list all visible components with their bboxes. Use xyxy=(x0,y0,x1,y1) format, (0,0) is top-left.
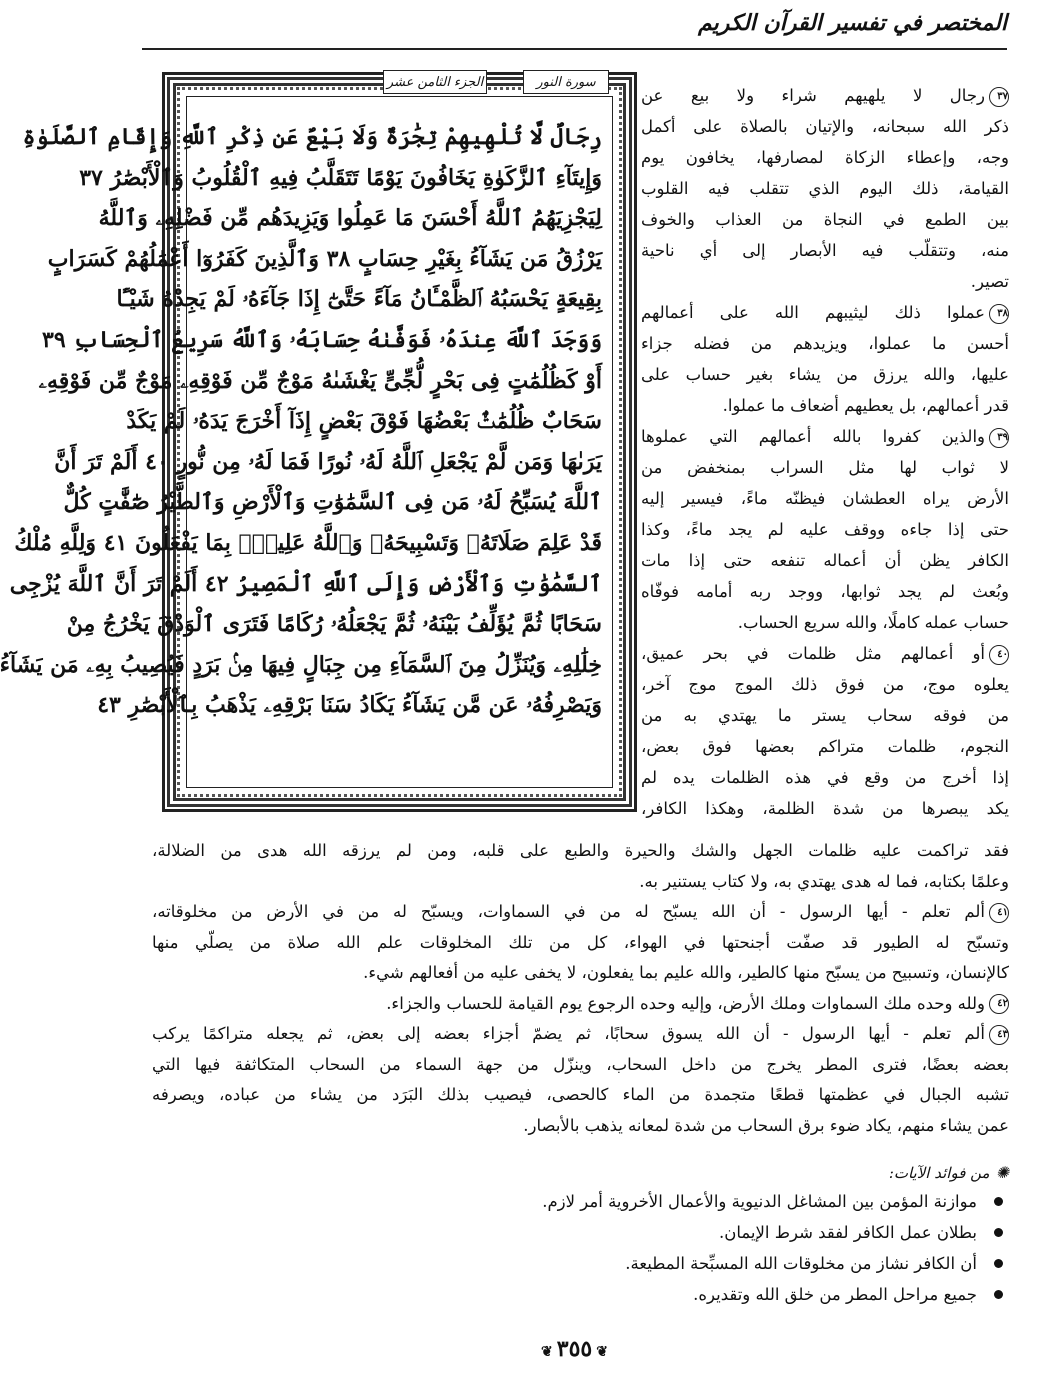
tafsir-text: حتى إذا جاءه ووقف عليه لم يجد ماءً، وكذا xyxy=(641,520,1009,539)
tafsir-text: رجال لا يلهيهم شراء ولا بيع عن xyxy=(641,86,985,105)
tafsir-text: بين الطمع في النجاة من العذاب والخوف xyxy=(641,210,1009,229)
tafsir-text: يكد يبصرها من شدة الظلمة، وهكذا الكافر، xyxy=(641,799,1009,818)
tafsir-text: تشبه الجبال في عظمتها قطعًا متجمدة من الماء كالحصى، فيصيب بذلك البَرَد من يشاء من عباده، ويصرفه xyxy=(152,1085,1009,1104)
benefits-list xyxy=(152,1186,1009,1310)
tafsir-side-column xyxy=(641,80,1009,824)
benefits-section xyxy=(152,1160,1009,1310)
tafsir-line xyxy=(152,1050,1009,1081)
tafsir-line xyxy=(641,390,1009,421)
tafsir-text: بعضه بعضًا، فترى المطر يخرج من داخل السحاب، وينزّل من جهة السماء من السحاب المتكاثفة فيها التي xyxy=(152,1054,1009,1074)
tafsir-text: الكافر يظن أن أعماله تنفعه حتى إذا مات xyxy=(641,551,1009,570)
tafsir-text: من فوقه سحاب يستر ما يهتدي به من xyxy=(641,706,1009,725)
tafsir-line xyxy=(641,793,1009,824)
tafsir-text: ألم تعلم - أيها الرسول - أن الله يسوق سحابًا، ثم يضمّ أجزاء بعضه إلى بعض، ثم يجعله متراكمًا يركب xyxy=(152,1024,985,1043)
ornament-icon: ❦ xyxy=(541,1344,553,1360)
tafsir-line xyxy=(641,235,1009,266)
tafsir-text: ألم تعلم - أيها الرسول - أن الله يسبّح له من في السماوات، ويسبّح له من في الأرض من مخلوقاته، xyxy=(152,902,985,921)
quran-line: وَإِيتَآءِ ٱلزَّكَوٰةِ يَخَافُونَ يَوْمًا تَتَقَلَّبُ فِيهِ ٱلْقُلُوبُ وَٱلْأَبْصَٰرُ ٣٧ xyxy=(79,164,602,191)
quran-line: أَوْ كَظُلُمَٰتٍ فِى بَحْرٍ لُّجِّىٍّ يَغْشَىٰهُ مَوْجٌ مِّن فَوْقِهِۦ مَوْجٌ مِّن فَوْقِهِۦ xyxy=(38,367,602,394)
tafsir-full-column xyxy=(152,836,1009,1141)
verse-number: ٤٠ xyxy=(989,645,1009,665)
quran-line: خِلَٰلِهِۦ وَيُنَزِّلُ مِنَ ٱلسَّمَآءِ مِن جِبَالٍ فِيهَا مِنۢ بَرَدٍ فَيُصِيبُ بِهِۦ مَن يَشَآءُ xyxy=(0,651,602,678)
tafsir-text: لا ثواب لها مثل السراب بمنخفض من xyxy=(641,458,1009,477)
header-rule xyxy=(142,48,1007,50)
tafsir-text: فقد تراكمت عليه ظلمات الجهل والشك والحيرة والطبع على قلبه، ومن لم يرزقه الله هدى من الضلالة، xyxy=(152,841,1009,860)
quran-line: يَرَىٰهَا وَمَن لَّمْ يَجْعَلِ ٱللَّهُ لَهُۥ نُورًا فَمَا لَهُۥ مِن نُّورٍ ٤٠ أَلَمْ تَرَ أَنَّ xyxy=(54,448,602,475)
surah-label: سورة النور xyxy=(523,70,609,94)
quran-line: ٱلسَّمَٰوَٰتِ وَٱلْأَرْضِ وَإِلَى ٱللَّهِ ٱلْمَصِيرُ ٤٢ أَلَمْ تَرَ أَنَّ ٱللَّهَ يُزْجِى xyxy=(9,570,602,597)
tafsir-line xyxy=(152,928,1009,959)
page-number: ٣٥٥ xyxy=(556,1336,593,1362)
tafsir-line xyxy=(641,204,1009,235)
tafsir-line xyxy=(641,266,1009,297)
tafsir-line xyxy=(641,669,1009,700)
tafsir-line xyxy=(152,958,1009,989)
page-header xyxy=(142,4,1007,56)
quran-line: ٱللَّهَ يُسَبِّحُ لَهُۥ مَن فِى ٱلسَّمَٰوَٰتِ وَٱلْأَرْضِ وَٱلطَّيْرُ صَٰٓفَّٰتٍ كُلٌّ xyxy=(63,489,602,516)
benefits-heading-text: من فوائد الآيات: xyxy=(888,1164,990,1182)
tafsir-line xyxy=(152,867,1009,898)
tafsir-line xyxy=(641,514,1009,545)
tafsir-text: عملوا ذلك ليثيبهم الله على أعمالهم xyxy=(641,303,985,322)
tafsir-line xyxy=(641,731,1009,762)
tafsir-text: وبُعث لم يجد ثوابها، ووجد ربه أمامه فوفّاه xyxy=(641,582,1009,601)
tafsir-line xyxy=(152,836,1009,867)
tafsir-text: عمن يشاء منهم، يكاد ضوء برق السحاب من شدة لمعانه يذهب بالأبصار. xyxy=(523,1115,1009,1135)
benefit-text: بطلان عمل الكافر لفقد شرط الإيمان. xyxy=(718,1223,977,1242)
verse-number: ٣٧ xyxy=(989,87,1009,107)
tafsir-line xyxy=(641,359,1009,390)
tafsir-line xyxy=(641,111,1009,142)
tafsir-line xyxy=(641,452,1009,483)
tafsir-line xyxy=(152,1080,1009,1111)
verse-number: ٤١ xyxy=(989,903,1009,923)
tafsir-text: عليها، والله يرزق من يشاء بغير حساب على xyxy=(641,365,1009,384)
tafsir-text: النجوم، ظلمات متراكم بعضها فوق بعض، xyxy=(641,737,1009,756)
tafsir-text: الأرض يراه العطشان فيظنّه ماءً، فيسير إليه xyxy=(641,489,1009,508)
tafsir-line xyxy=(152,989,1009,1020)
verse-number: ٣٩ xyxy=(989,428,1009,448)
tafsir-text: والذين كفروا بالله أعمالهم التي عملوها xyxy=(641,427,985,446)
tafsir-line xyxy=(641,607,1009,638)
tafsir-line xyxy=(152,1019,1009,1050)
tafsir-text: تصير. xyxy=(970,272,1009,291)
tafsir-text: كالإنسان، وتسبيح من يسبّح منها كالطير، والله عليم بما يفعلون، لا يخفى عليه من أفعالهم شيء. xyxy=(363,963,1009,982)
benefit-item xyxy=(152,1279,1009,1310)
ornament-icon: ❦ xyxy=(596,1344,608,1360)
quran-line: سَحَابًا ثُمَّ يُؤَلِّفُ بَيْنَهُۥ ثُمَّ يَجْعَلُهُۥ رُكَامًا فَتَرَى ٱلْوَدْقَ يَخْرُجُ مِنْ xyxy=(66,611,602,638)
tafsir-text: حساب عمله كاملًا، والله سريع الحساب. xyxy=(737,613,1009,632)
tafsir-text: وجه، وإعطاء الزكاة لمصارفها، يخافون يوم xyxy=(641,148,1009,167)
tafsir-line xyxy=(641,483,1009,514)
book-title: المختصر في تفسير القرآن الكريم xyxy=(698,10,1007,36)
tafsir-text: منه، وتتقلّب فيه الأبصار إلى أي ناحية xyxy=(641,241,1009,260)
tafsir-text: القيامة، ذلك اليوم الذي تتقلب فيه القلوب xyxy=(641,179,1009,198)
tafsir-line xyxy=(152,897,1009,928)
tafsir-line xyxy=(641,173,1009,204)
verse-number: ٣٨ xyxy=(989,304,1009,324)
quran-line: وَيَصْرِفُهُۥ عَن مَّن يَشَآءُ يَكَادُ سَنَا بَرْقِهِۦ يَذْهَبُ بِٱلْأَبْصَٰرِ ٤٣ xyxy=(97,692,602,719)
tafsir-line xyxy=(641,80,1009,111)
benefit-text: موازنة المؤمن بين المشاغل الدنيوية والأعمال الأخروية أمر لازم. xyxy=(542,1192,977,1211)
bullet-icon xyxy=(994,1290,1003,1299)
tafsir-line xyxy=(641,328,1009,359)
quran-line: وَوَجَدَ ٱللَّهَ عِندَهُۥ فَوَفَّىٰهُ حِسَابَهُۥ وَٱللَّهُ سَرِيعُ ٱلْحِسَابِ ٣٩ xyxy=(42,326,602,353)
tafsir-text: ذكر الله سبحانه، والإتيان بالصلاة على أكمل xyxy=(641,117,1009,136)
tafsir-line xyxy=(641,762,1009,793)
bullet-icon xyxy=(994,1197,1003,1206)
benefit-text: جميع مراحل المطر من خلق الله وتقديره. xyxy=(693,1285,977,1304)
flower-icon: ✺ xyxy=(995,1163,1009,1182)
benefits-heading xyxy=(152,1160,1009,1186)
quran-line: يَرْزُقُ مَن يَشَآءُ بِغَيْرِ حِسَابٍ ٣٨ وَٱلَّذِينَ كَفَرُوٓا أَعْمَٰلُهُمْ كَسَرَابٍ xyxy=(47,245,602,272)
tafsir-text: وعلمًا بكتابه، فما له هدى يهتدي به، ولا كتاب يستنير به. xyxy=(639,871,1009,891)
tafsir-line xyxy=(641,421,1009,452)
tafsir-text: أو أعمالهم مثل ظلمات في بحر عميق، xyxy=(641,644,985,663)
page-footer xyxy=(102,1336,1047,1362)
benefit-item xyxy=(152,1248,1009,1279)
tafsir-line xyxy=(641,700,1009,731)
quran-frame xyxy=(0,72,637,812)
tafsir-text: ولله وحده ملك السماوات وملك الأرض، وإليه وحده الرجوع يوم القيامة للحساب والجزاء. xyxy=(386,993,985,1013)
tafsir-text: وتسبّح له الطيور قد صفّت أجنحتها في الهواء، كل من تلك المخلوقات علم الله صلاة من يصلّي منها xyxy=(152,932,1009,952)
quran-line: سَحَابٌ ظُلُمَٰتٌۢ بَعْضُهَا فَوْقَ بَعْضٍ إِذَآ أَخْرَجَ يَدَهُۥ لَمْ يَكَدْ xyxy=(126,408,602,435)
quran-line: قَدْ عَلِمَ صَلَاتَهُۥ وَتَسْبِيحَهُۥ وَٱللَّهُ عَلِيمٌۢ بِمَا يَفْعَلُونَ ٤١ وَلِلَّهِ مُلْكُ xyxy=(14,529,602,556)
tafsir-text: قدر أعمالهم، بل يعطيهم أضعاف ما عملوا. xyxy=(722,396,1009,415)
tafsir-line xyxy=(641,297,1009,328)
quran-text-area xyxy=(0,96,613,788)
benefit-item xyxy=(152,1186,1009,1217)
quran-line: لِيَجْزِيَهُمُ ٱللَّهُ أَحْسَنَ مَا عَمِلُوا وَيَزِيدَهُم مِّن فَضْلِهِۦ وَٱللَّهُ xyxy=(98,205,602,232)
quran-line: رِجَالٌ لَّا تُلْهِيهِمْ تِجَٰرَةٌ وَلَا بَيْعٌ عَن ذِكْرِ ٱللَّهِ وَإِقَامِ ٱلصَّلَوٰةِ xyxy=(22,124,602,150)
tafsir-line xyxy=(152,1111,1009,1142)
bullet-icon xyxy=(994,1228,1003,1237)
tafsir-text: أحسن ما عملوا، ويزيدهم من فضله جزاء xyxy=(641,334,1009,353)
tafsir-line xyxy=(641,576,1009,607)
verse-number: ٤٣ xyxy=(989,1025,1009,1045)
juz-label: الجزء الثامن عشر xyxy=(383,70,487,94)
tafsir-text: يعلوه موج، من فوق ذلك الموج موج آخر، xyxy=(641,675,1009,694)
verse-number: ٤٢ xyxy=(989,994,1009,1014)
quran-lines xyxy=(0,117,602,779)
tafsir-text: إذا أخرج من وقع في هذه الظلمات يده لم xyxy=(641,768,1009,787)
quran-line: بِقِيعَةٍ يَحْسَبُهُ ٱلظَّمْـَٔانُ مَآءً حَتَّىٰٓ إِذَا جَآءَهُۥ لَمْ يَجِدْهُ شَيْـًٔا xyxy=(116,286,602,313)
tafsir-line xyxy=(641,142,1009,173)
tafsir-line xyxy=(641,545,1009,576)
benefit-item xyxy=(152,1217,1009,1248)
tafsir-line xyxy=(641,638,1009,669)
bullet-icon xyxy=(994,1259,1003,1268)
benefit-text: أن الكافر نشاز من مخلوقات الله المسبِّحة المطيعة. xyxy=(625,1254,977,1273)
